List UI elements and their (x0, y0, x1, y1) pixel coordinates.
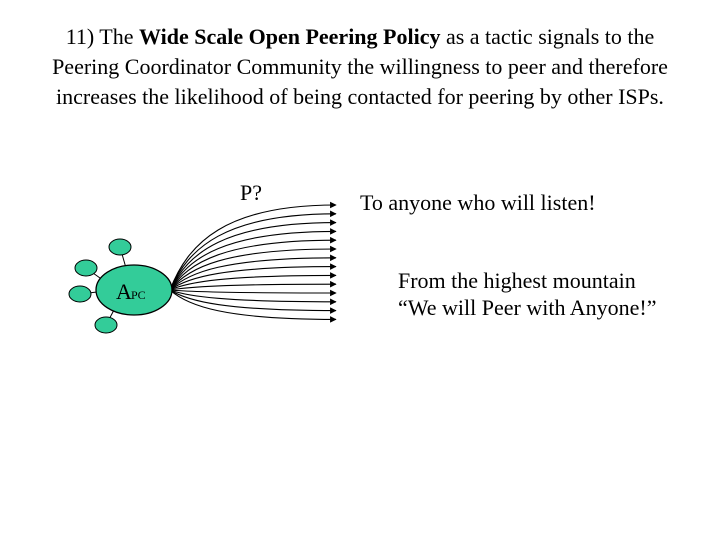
peering-arrow (170, 290, 336, 293)
satellite-node (109, 239, 131, 255)
mountain-line-2: “We will Peer with Anyone!” (398, 295, 657, 320)
title-prefix: 11) The (65, 24, 140, 49)
peering-arrow (170, 290, 336, 319)
title-suffix: as a tactic signals to the Peering Coordinator Community the willingness to peer and therefore increases the likelihood of being contacted for peering by other ISPs. (52, 24, 668, 109)
mountain-text (398, 267, 657, 321)
mountain-line-1: From the highest mountain (398, 268, 636, 293)
listen-text: To anyone who will listen! (360, 190, 596, 215)
peering-arrow (170, 223, 336, 290)
satellite-node (95, 317, 117, 333)
satellite-node (69, 286, 91, 302)
center-node (96, 265, 172, 315)
title-bold: Wide Scale Open Peering Policy (139, 24, 441, 49)
arrow-fan (170, 205, 336, 319)
center-node-big-letter: A (116, 279, 132, 304)
peer-question-label: P? (240, 180, 262, 205)
peering-arrow (170, 284, 336, 290)
center-node-small-letters: PC (131, 288, 146, 302)
satellite-node (75, 260, 97, 276)
